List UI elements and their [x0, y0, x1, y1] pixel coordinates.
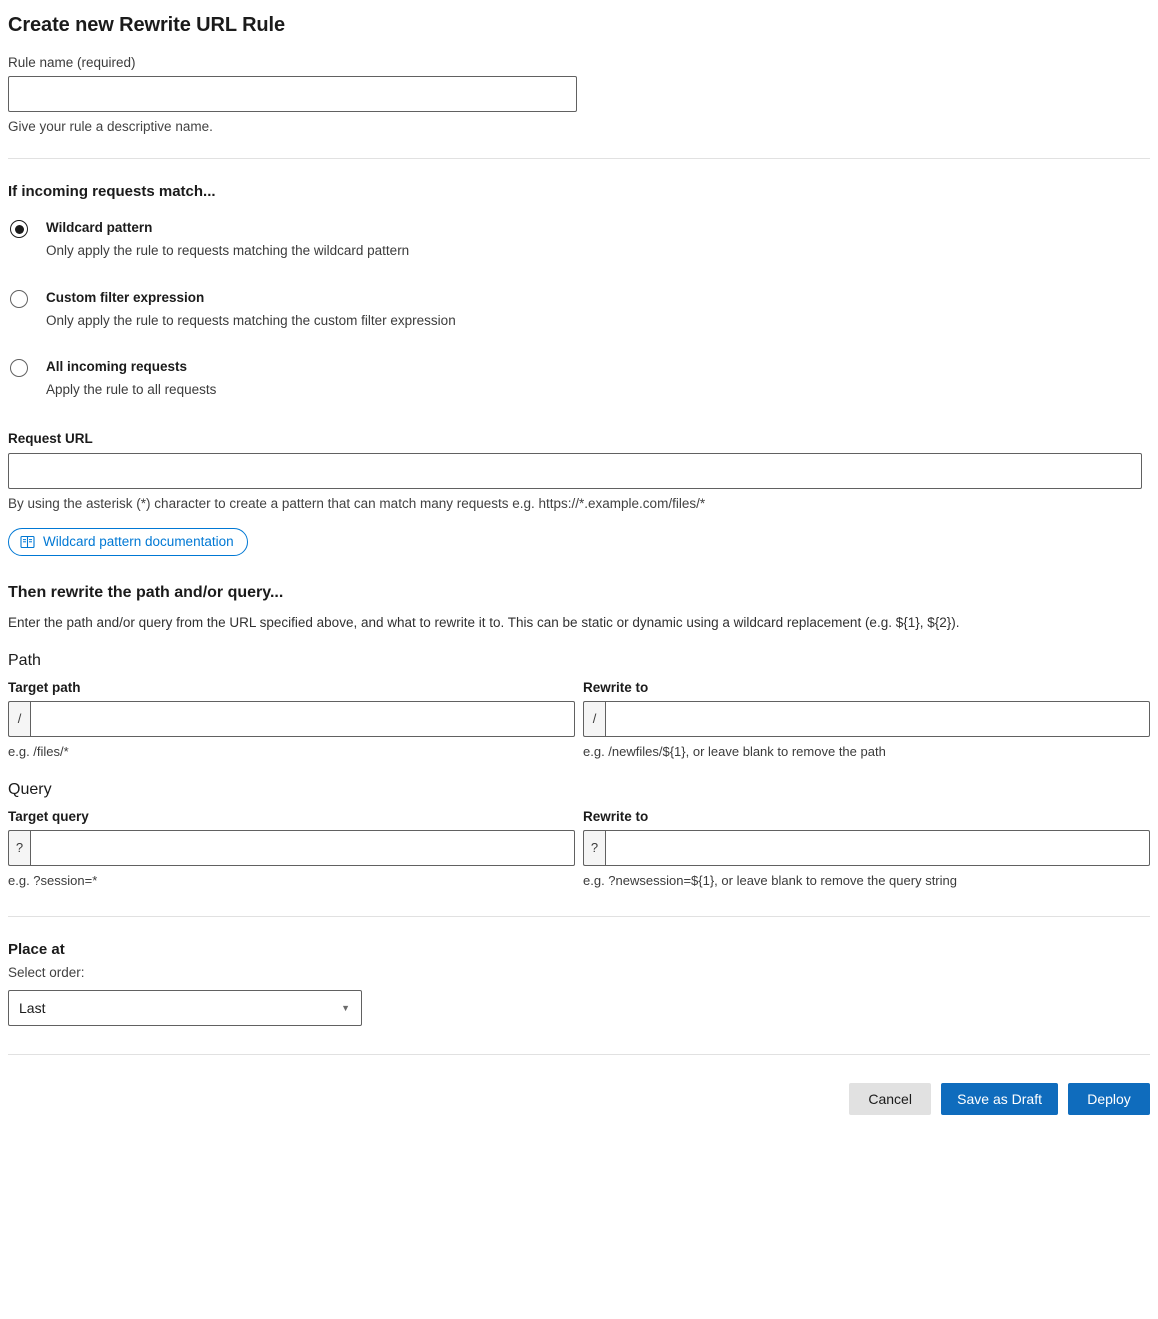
rewrite-query-label: Rewrite to: [583, 808, 649, 824]
divider: [8, 158, 1150, 159]
request-url-hint: By using the asterisk (*) character to create a pattern that can match many requests e.g. https://*.example.com/files/*: [8, 495, 706, 511]
target-path-field: [8, 701, 575, 737]
rewrite-path-label: Rewrite to: [583, 679, 649, 695]
wildcard-pattern-documentation-link[interactable]: [8, 528, 248, 556]
form-actions: [8, 1083, 1150, 1129]
doc-link-label: Wildcard pattern documentation: [43, 534, 234, 549]
select-order-dropdown[interactable]: [8, 990, 362, 1026]
rewrite-section-description: Enter the path and/or query from the URL specified above, and what to rewrite it to. This can be static or dynamic using a wildcard replacement (e.g. ${1}, ${2}).: [8, 614, 960, 630]
rule-name-hint: Give your rule a descriptive name.: [8, 119, 213, 134]
radio-option-description: Only apply the rule to requests matching the custom filter expression: [46, 312, 456, 328]
rewrite-query-input[interactable]: [605, 830, 1150, 866]
rewrite-query-field: [583, 830, 1150, 866]
target-query-field-group: [8, 809, 575, 888]
cancel-button[interactable]: Cancel: [849, 1083, 931, 1115]
target-query-field: [8, 830, 575, 866]
match-section-heading: If incoming requests match...: [8, 183, 216, 200]
target-query-hint: e.g. ?session=*: [8, 872, 98, 888]
path-prefix-slash: /: [583, 701, 605, 737]
path-fields-row: [8, 680, 1150, 759]
radio-option-description: Apply the rule to all requests: [46, 382, 217, 398]
chevron-down-icon: ▼: [341, 1002, 350, 1013]
request-url-label: Request URL: [8, 430, 93, 446]
divider: [8, 1054, 1150, 1055]
select-order-value[interactable]: Last: [8, 990, 362, 1026]
place-at-heading: Place at: [8, 940, 65, 958]
target-path-hint: e.g. /files/*: [8, 743, 69, 759]
rule-name-label: Rule name (required): [8, 55, 136, 70]
divider: [8, 916, 1150, 917]
deploy-button[interactable]: Deploy: [1068, 1083, 1150, 1115]
radio-icon[interactable]: [10, 220, 28, 238]
book-icon: [20, 535, 35, 549]
create-rewrite-url-rule-form: [0, 14, 1158, 1133]
target-path-label: Target path: [8, 679, 81, 695]
target-path-field-group: [8, 680, 575, 759]
radio-option-title: Custom filter expression: [46, 289, 205, 305]
radio-option-all-incoming-requests[interactable]: [8, 357, 1150, 401]
rule-name-input[interactable]: [8, 76, 577, 112]
radio-option-custom-filter-expression[interactable]: [8, 288, 1150, 332]
rewrite-path-input[interactable]: [605, 701, 1150, 737]
path-prefix-slash: /: [8, 701, 30, 737]
target-path-input[interactable]: [30, 701, 575, 737]
query-prefix-question: ?: [583, 830, 605, 866]
rewrite-section-heading: Then rewrite the path and/or query...: [8, 583, 284, 601]
query-prefix-question: ?: [8, 830, 30, 866]
query-fields-row: [8, 809, 1150, 888]
rewrite-path-field: [583, 701, 1150, 737]
rewrite-path-field-group: [583, 680, 1150, 759]
rewrite-query-hint: e.g. ?newsession=${1}, or leave blank to remove the query string: [583, 872, 957, 888]
target-query-input[interactable]: [30, 830, 575, 866]
radio-option-title: Wildcard pattern: [46, 220, 153, 235]
save-as-draft-button[interactable]: Save as Draft: [941, 1083, 1058, 1115]
radio-option-wildcard-pattern[interactable]: [8, 218, 1150, 262]
path-group-heading: Path: [8, 651, 41, 669]
rewrite-query-field-group: [583, 809, 1150, 888]
select-order-label: Select order:: [8, 964, 85, 980]
match-mode-radio-group: [8, 218, 1150, 401]
target-query-label: Target query: [8, 808, 89, 824]
query-group-heading: Query: [8, 780, 52, 798]
radio-option-description: Only apply the rule to requests matching the wildcard pattern: [46, 243, 410, 259]
page-title: Create new Rewrite URL Rule: [8, 14, 286, 36]
radio-option-title: All incoming requests: [46, 359, 188, 374]
rewrite-path-hint: e.g. /newfiles/${1}, or leave blank to remove the path: [583, 743, 886, 759]
request-url-input[interactable]: [8, 453, 1142, 489]
radio-icon[interactable]: [10, 359, 28, 377]
radio-icon[interactable]: [10, 290, 28, 308]
